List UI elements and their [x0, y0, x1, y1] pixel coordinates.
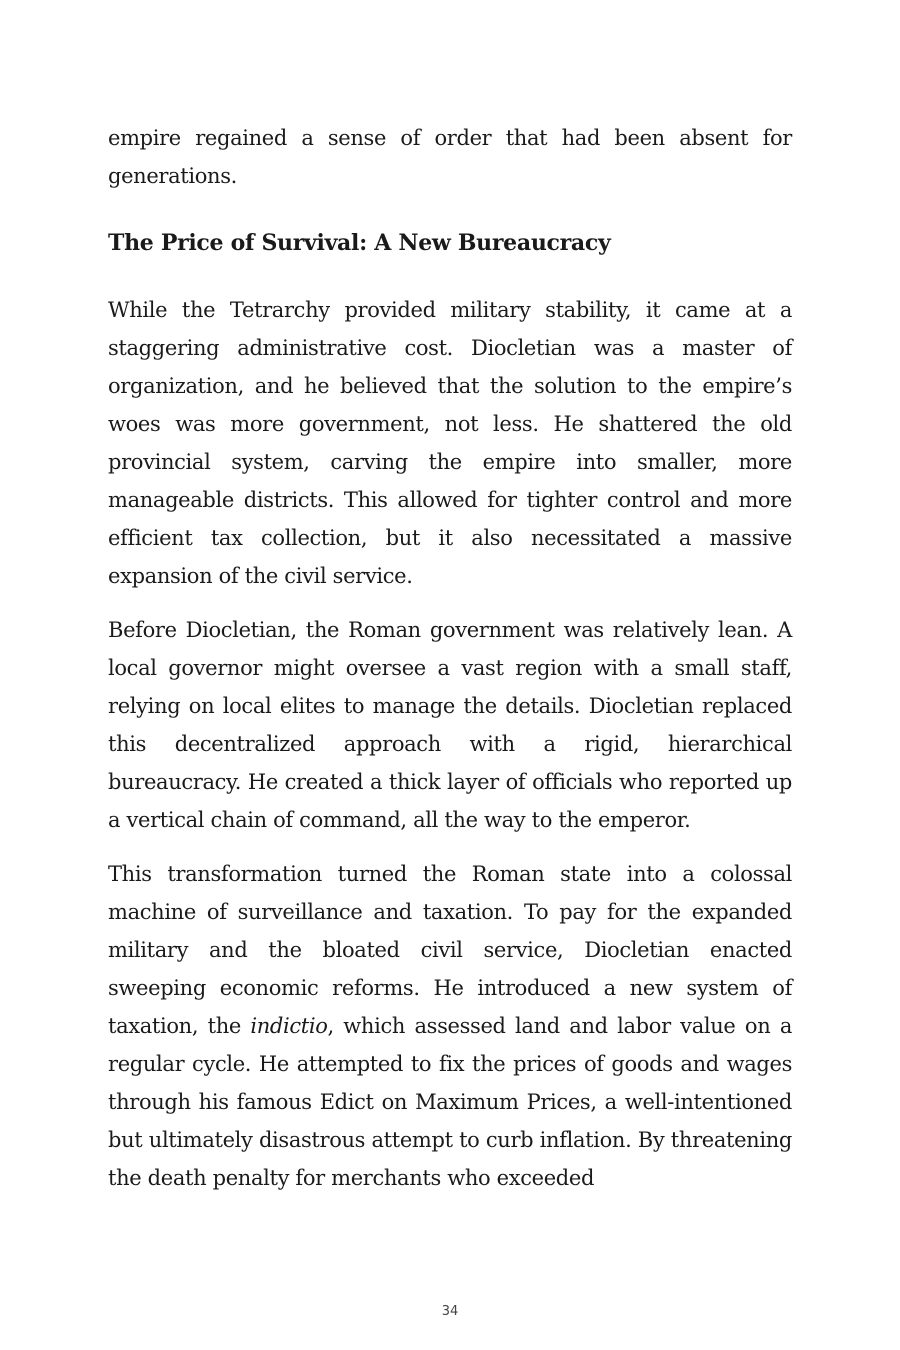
section-heading: The Price of Survival: A New Bureaucracy	[108, 230, 611, 256]
paragraph-tetrarchy-cost: While the Tetrarchy provided military stability, it came at a staggering administrative cost. Diocletian was a master of organization, and he believed that the solution to the empire’s woes was more government, not less. He shattered the old provincial system, carving the empire into smaller, more manageable districts. This allowed for tighter control and more efficient tax collection, but it also necessitated a massive expansion of the civil service.	[108, 298, 792, 588]
page-body	[108, 119, 792, 1213]
continued-paragraph: empire regained a sense of order that had been absent for generations.	[108, 126, 792, 188]
paragraph-transformation	[108, 855, 792, 1197]
paragraph-before-diocletian: Before Diocletian, the Roman government was relatively lean. A local governor might oversee a vast region with a small staff, relying on local elites to manage the details. Diocletian replaced this decentralized approach with a rigid, hierarchical bureaucracy. He created a thick layer of officials who reported up a vertical chain of command, all the way to the emperor.	[108, 618, 792, 832]
paragraph-transformation-text-start: This transformation turned the Roman state into a colossal machine of surveillance and taxation. To pay for the expanded military and the bloated civil service, Diocletian enacted sweeping economic reforms. He introduced a new system of taxation, the	[108, 862, 792, 1038]
paragraph-transformation-text-end: , which assessed land and labor value on a regular cycle. He attempted to fix the prices of goods and wages through his famous Edict on Maximum Prices, a well-intentioned but ultimately disastrous attempt to curb inflation. By threatening the death penalty for merchants who exceeded	[108, 1014, 792, 1190]
page-number: 34	[441, 1304, 459, 1319]
italic-term-indictio: indictio	[250, 1014, 328, 1038]
